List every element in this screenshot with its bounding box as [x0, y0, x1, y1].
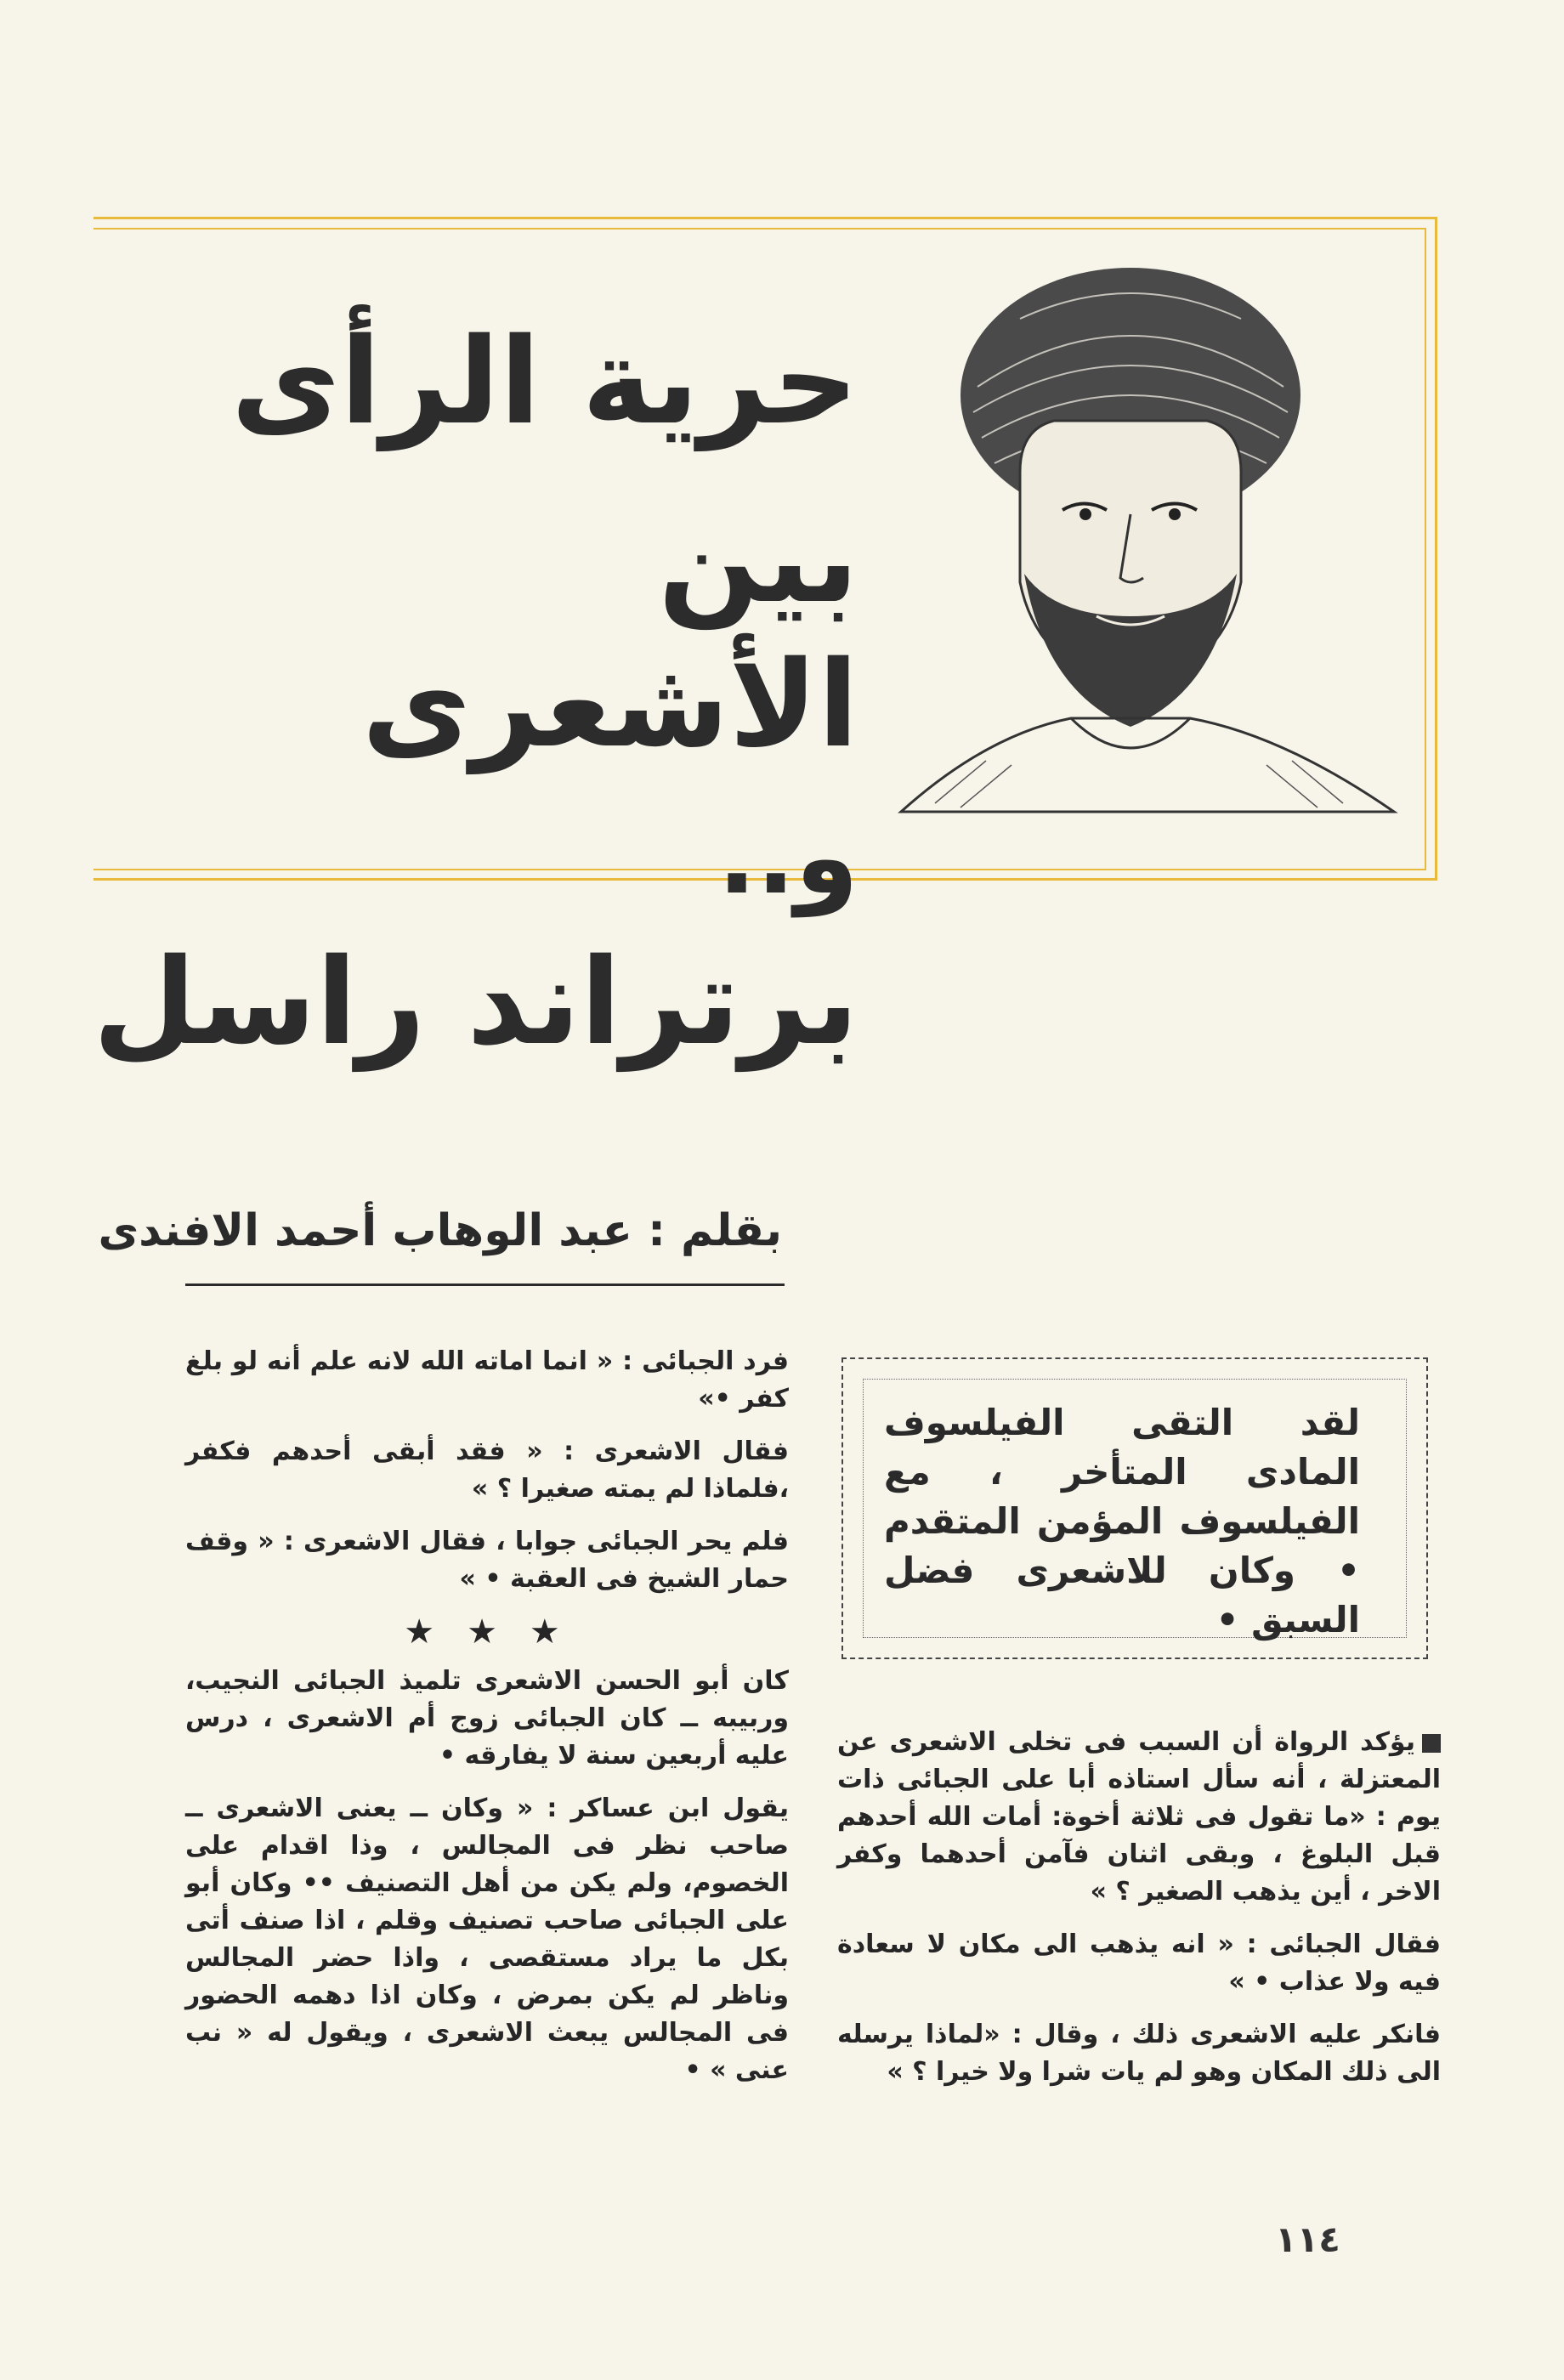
- page-number: ١١٤: [1275, 2218, 1340, 2260]
- right-column: [837, 1724, 1441, 2106]
- right-paragraph-1: [837, 1724, 1441, 1911]
- left-paragraph-1: فرد الجبائى : « انما اماته الله لانه علم أنه لو بلغ كفر •»: [185, 1346, 789, 1414]
- left-paragraph-3: فلم يحر الجبائى جوابا ، فقال الاشعرى : « وقف حمار الشيخ فى العقبة • »: [185, 1527, 789, 1594]
- section-divider-stars: ★ ★ ★: [404, 1612, 570, 1652]
- left-paragraph-5: يقول ابن عساكر : « وكان ــ يعنى الاشعرى ــ صاحب نظر فى المجالس ، وذا اقدام على الخصوم، ولم يكن من أهل التصنيف •• وكان أبو على الجبائى صاحب تصنيف وقلم ، اذا صنف أتى بكل ما يراد مستقصى ، واذا حضر المجالس وناظر لم يكن بمرض ، وكان اذا دهمه الحضور فى المجالس يبعث الاشعرى ، ويقول له « نب عنى » •: [185, 1794, 789, 2085]
- pull-quote-text: لقد التقى الفيلسوف المادى المتأخر ، مع الفيلسوف المؤمن المتقدم • وكان للاشعرى فضل السبق •: [884, 1402, 1360, 1640]
- title-line-4: و..: [717, 799, 858, 917]
- right-paragraph-2: فقال الجبائى : « انه يذهب الى مكان لا سعادة فيه ولا عذاب • »: [837, 1930, 1441, 1997]
- title-line-3: الأشعرى: [361, 636, 858, 774]
- paragraph-bullet-square: [1422, 1734, 1441, 1753]
- byline-underline: [185, 1284, 785, 1286]
- right-paragraph-1-text: يؤكد الرواة أن السبب فى تخلى الاشعرى عن المعتزلة ، أنه سأل استاذه أبا على الجبائى ذات يوم : «ما تقول فى ثلاثة أخوة: أمات الله أحدهم قبل البلوغ ، وبقى اثنان فآمن أحدهما وكفر الاخر ، أين يذهب الصغير ؟ »: [837, 1727, 1441, 1907]
- frame-right-line-1: [1435, 217, 1437, 880]
- title-line-2: بين: [658, 491, 858, 630]
- title-line-5: برتراند راسل: [93, 933, 858, 1072]
- title-line-1: حرية الرأى: [230, 313, 858, 451]
- left-paragraph-2: فقال الاشعرى : « فقد أبقى أحدهم فكفر ،فلماذا لم يمته صغيرا ؟ »: [185, 1436, 789, 1504]
- author-byline: بقلم : عبد الوهاب أحمد الافندى: [98, 1205, 782, 1256]
- left-column: [185, 1343, 789, 2105]
- left-paragraph-4: كان أبو الحسن الاشعرى تلميذ الجبائى النجيب، وربيبه ــ كان الجبائى زوج أم الاشعرى ، درس عليه أربعين سنة لا يفارقه •: [185, 1666, 789, 1771]
- frame-right-line-2: [1425, 228, 1426, 870]
- portrait-illustration: [884, 217, 1411, 829]
- right-paragraph-3: فانكر عليه الاشعرى ذلك ، وقال : «لماذا يرسله الى ذلك المكان وهو لم يات شرا ولا خيرا ؟ »: [837, 2020, 1441, 2087]
